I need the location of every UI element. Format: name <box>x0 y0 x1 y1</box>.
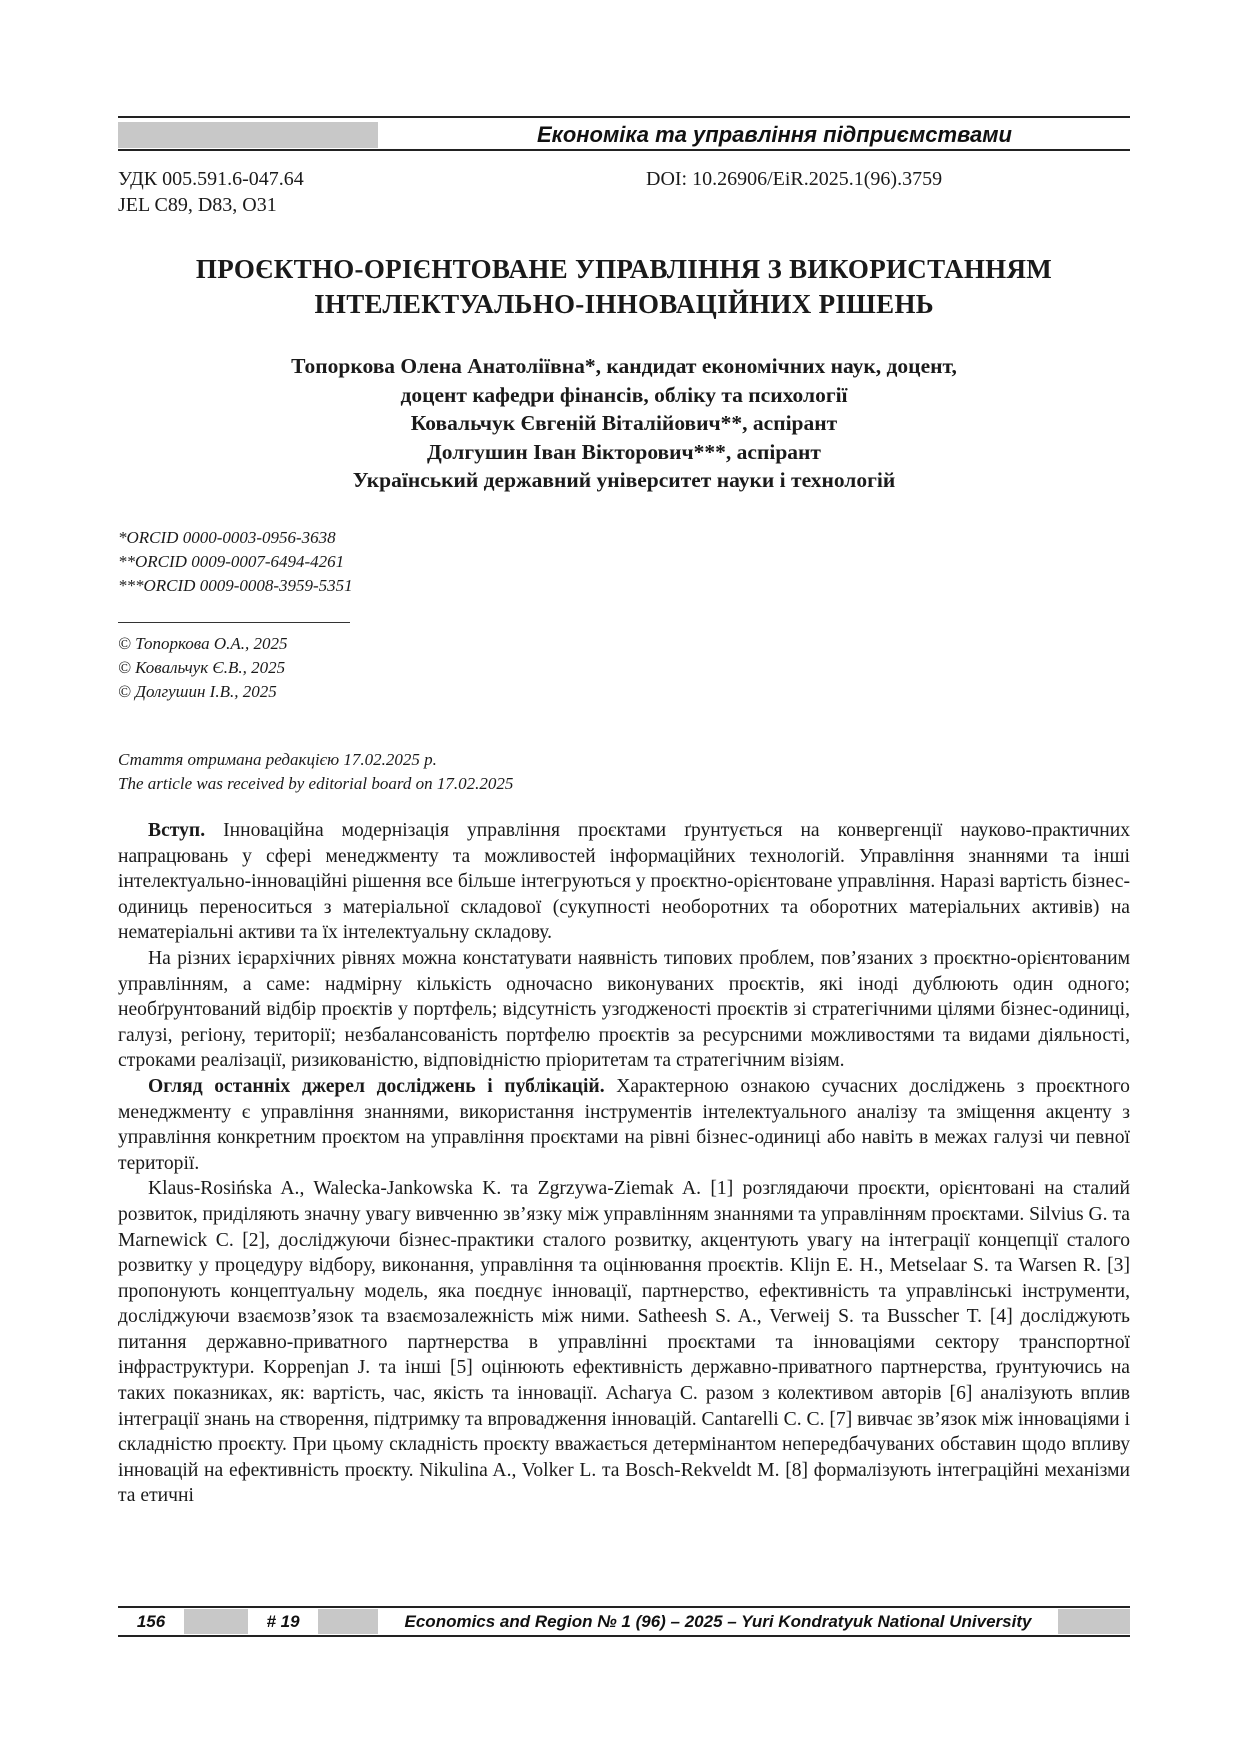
article-title <box>118 252 1130 322</box>
page-number: 156 <box>136 1612 166 1631</box>
copyright-item: © Топоркова О.А., 2025 <box>118 634 288 653</box>
orcid-item: **ORCID 0009-0007-6494-4261 <box>118 552 345 571</box>
footer-gray-block <box>1058 1609 1130 1634</box>
author-line: Долгушин Іван Вікторович***, аспірант <box>427 439 821 464</box>
title-line: ІНТЕЛЕКТУАЛЬНО-ІННОВАЦІЙНИХ РІШЕНЬ <box>314 289 934 319</box>
header-top-rule <box>118 116 1130 118</box>
running-header <box>118 122 1130 148</box>
author-line: доцент кафедри фінансів, обліку та психології <box>400 382 848 407</box>
review-heading: Огляд останніх джерел досліджень і публікацій. <box>148 1075 605 1097</box>
paragraph-intro <box>118 818 1130 946</box>
received-uk: Стаття отримана редакцією 17.02.2025 р. <box>118 750 437 769</box>
received-en: The article was received by editorial board on 17.02.2025 <box>118 774 514 793</box>
orcid-item: *ORCID 0000-0003-0956-3638 <box>118 528 336 547</box>
review-text: Характерною ознакою сучасних досліджень з проєктного менеджменту є управління знаннями, використання інструментів інтелектуального аналізу та зміщення акценту з управління конкретним проєктом на управління проєктами на рівні бізнес-одиниці або навіть в межах галузі чи певної території. <box>118 1075 1130 1174</box>
footer-gray-block <box>318 1609 378 1634</box>
header-bottom-rule <box>118 149 1130 151</box>
orcid-list <box>118 526 353 598</box>
intro-text: Інноваційна модернізація управління проєктами ґрунтується на конвергенції науково-практичних напрацювань у сфері менеджменту та можливостей інформаційних технологій. Управління знаннями та інші інтелектуально-інноваційні рішення все більше інтегруються у проєктно-орієнтоване управління. Наразі вартість бізнес-одиниць переноситься з матеріальної складової (сукупності необоротних та оборотних матеріальних активів) на нематеріальні активи та їх інтелектуальну складову. <box>118 820 1130 944</box>
classification-codes <box>118 166 304 218</box>
issue-number: # 19 <box>266 1612 300 1631</box>
header-gray-block <box>118 122 378 148</box>
footer-gray-block <box>184 1609 248 1634</box>
paragraph: Klaus-Rosińska A., Walecka-Jankowska K. та Zgrzywa-Ziemak A. [1] розглядаючи проєкти, орієнтовані на сталий розвиток, приділяють значну увагу вивченню зв’язку між управлінням знаннями та управлінням проєктами. Silvius G. та Marnewick C. [2], досліджуючи бізнес-практики сталого розвитку, акцентують увагу на інтеграції концепції сталого розвитку у процедуру відбору, виконання, управління та оцінювання проєктів. Klijn E. H., Metselaar S. та Warsen R. [3] пропонують концептуальну модель, яка поєднує інновації, партнерство, ефективність та управлінські інструменти, досліджуючи взаємозв’язок та взаємозалежність між ними. Satheesh S. A., Verweij S. та Busscher T. [4] досліджують питання державно-приватного партнерства в управлінні проєктами та інноваціями сектору транспортної інфраструктури. Koppenjan J. та інші [5] оцінюють ефективність державно-приватного партнерства, ґрунтуючись на таких показниках, як: вартість, час, якість та інновації. Acharya C. разом з колективом авторів [6] аналізують вплив інтеграції знань на створення, підтримку та впровадження інновацій. Cantarelli C. C. [7] вивчає зв’язок між інноваціями і складністю проєкту. При цьому складність проєкту вважається детермінантом непередбачуваних обставин щодо впливу інновацій на ефективність проєкту. Nikulina A., Volker L. та Bosch-Rekveldt M. [8] формалізують інтеграційні механізми та етичні <box>118 1178 1130 1507</box>
journal-section-title: Економіка та управління підприємствами <box>537 122 1012 147</box>
title-line: ПРОЄКТНО-ОРІЄНТОВАНЕ УПРАВЛІННЯ З ВИКОРИСТАННЯМ <box>195 254 1053 284</box>
author-line: Ковальчук Євгеній Віталійович**, аспірант <box>410 411 838 435</box>
copyright-item: © Ковальчук Є.В., 2025 <box>118 658 286 677</box>
doi: DOI: 10.26906/EiR.2025.1(96).3759 <box>646 168 943 190</box>
copyright-item: © Долгушин І.В., 2025 <box>118 682 277 701</box>
affiliation: Український державний університет науки і технологій <box>352 468 896 492</box>
article-body <box>118 818 1130 1509</box>
separator-line <box>118 622 350 623</box>
intro-heading: Вступ. <box>148 820 206 841</box>
paragraph: На різних ієрархічних рівнях можна констатувати наявність типових проблем, пов’язаних з проєктно-орієнтованим управлінням, а саме: надмірну кількість одночасно виконуваних проєктів, які іноді дублюють один одного; необґрунтований відбір проєктів у портфель; відсутність узгодженості проєктів зі стратегічними цілями бізнес-одиниці, галузі, регіону, території; незбалансованість портфелю проєктів за ресурсними можливостями та видами діяльності, строками реалізації, ризикованістю, відповідністю пріоритетам та стратегічним візіям. <box>118 947 1130 1072</box>
jel-code: JEL C89, D83, O31 <box>118 194 277 216</box>
copyright-list <box>118 632 288 704</box>
udk-code: УДК 005.591.6-047.64 <box>118 168 304 190</box>
footer-bottom-rule <box>118 1635 1130 1637</box>
author-line: Топоркова Олена Анатоліївна*, кандидат економічних наук, доцент, <box>291 354 957 378</box>
journal-footer-title: Economics and Region № 1 (96) – 2025 – Yuri Kondratyuk National University <box>404 1612 1032 1631</box>
running-footer <box>118 1609 1130 1634</box>
author-block <box>118 352 1130 495</box>
received-note <box>118 748 513 796</box>
orcid-item: ***ORCID 0009-0008-3959-5351 <box>118 576 353 595</box>
paragraph-review <box>118 1074 1130 1176</box>
footer-top-rule <box>118 1606 1130 1608</box>
